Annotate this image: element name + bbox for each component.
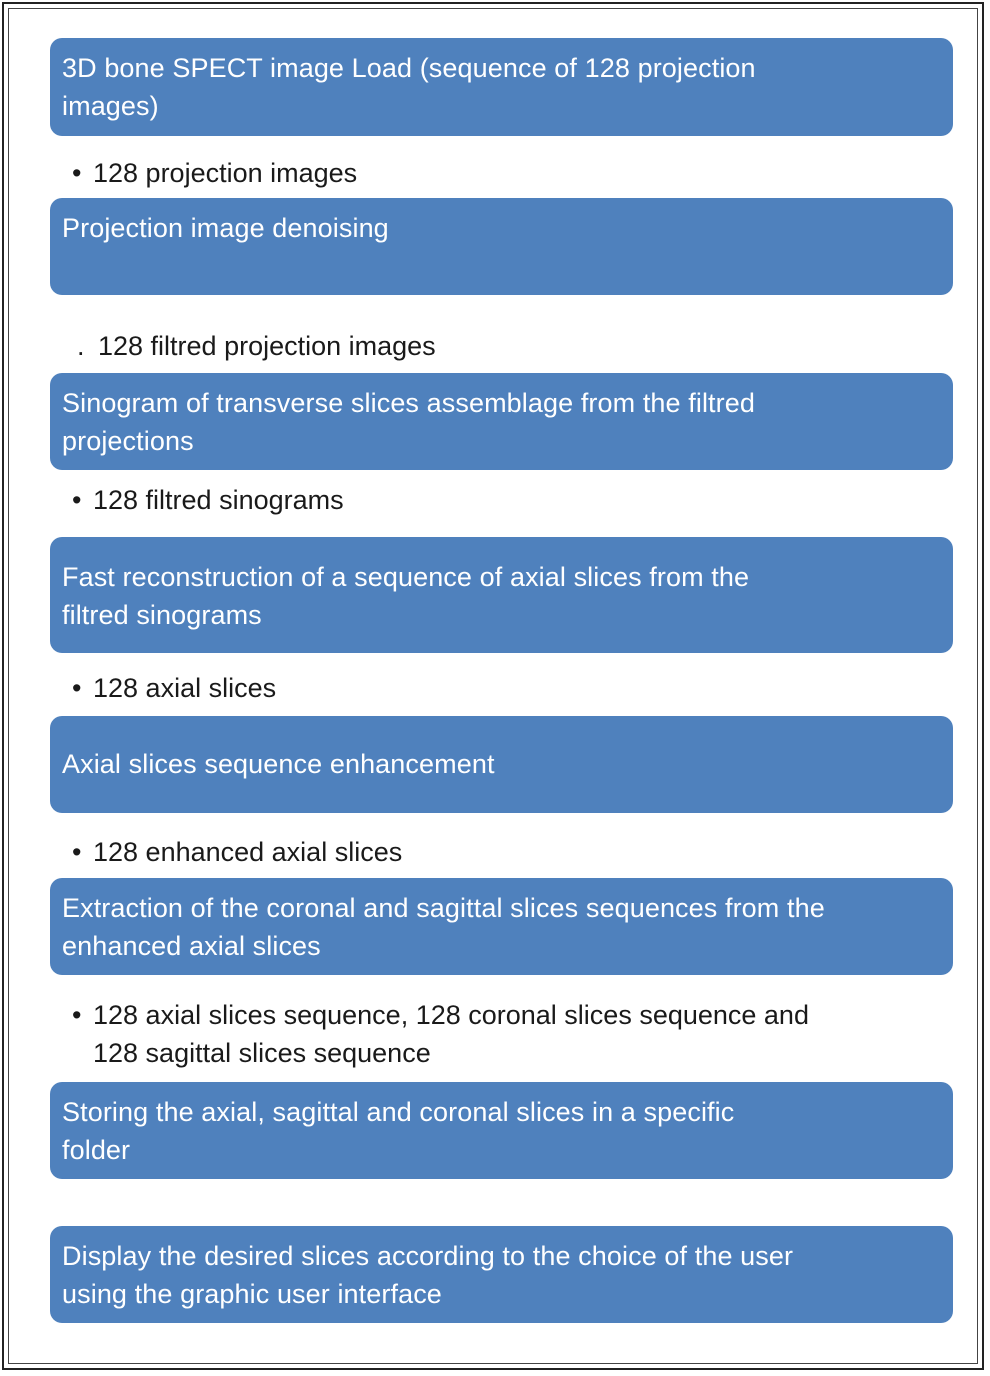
bullet-marker: • bbox=[72, 158, 82, 188]
output-projection-images bbox=[72, 154, 357, 192]
bullet-marker: . bbox=[77, 331, 85, 361]
step-denoise-box: Projection image denoising bbox=[50, 198, 953, 295]
output-enhanced-axial-slices bbox=[72, 833, 402, 871]
step-extraction-box: Extraction of the coronal and sagittal slices sequences from the enhanced axial slices bbox=[50, 878, 953, 975]
step-display-box: Display the desired slices according to the choice of the user using the graphic user interface bbox=[50, 1226, 953, 1323]
step-sinogram-box: Sinogram of transverse slices assemblage from the filtred projections bbox=[50, 373, 953, 470]
output-filtred-projection-images bbox=[77, 327, 436, 365]
output-text: 128 axial slices bbox=[93, 673, 277, 703]
bullet-marker: • bbox=[72, 485, 82, 515]
output-filtred-sinograms bbox=[72, 481, 344, 519]
output-axial-slices bbox=[72, 669, 276, 707]
step-load-box: 3D bone SPECT image Load (sequence of 128 projection images) bbox=[50, 38, 953, 136]
output-text: 128 projection images bbox=[93, 158, 358, 188]
output-text: 128 axial slices sequence, 128 coronal slices sequence and 128 sagittal slices sequence bbox=[93, 1000, 809, 1068]
step-enhancement-box: Axial slices sequence enhancement bbox=[50, 716, 953, 813]
bullet-marker: • bbox=[72, 837, 82, 867]
bullet-marker: • bbox=[72, 1000, 82, 1030]
output-text: 128 filtred projection images bbox=[98, 331, 436, 361]
output-text: 128 filtred sinograms bbox=[93, 485, 344, 515]
output-text: 128 enhanced axial slices bbox=[93, 837, 403, 867]
step-storing-box: Storing the axial, sagittal and coronal slices in a specific folder bbox=[50, 1082, 953, 1179]
step-reconstruction-box: Fast reconstruction of a sequence of axial slices from the filtred sinograms bbox=[50, 537, 953, 653]
bullet-marker: • bbox=[72, 673, 82, 703]
output-sequences bbox=[72, 996, 809, 1072]
